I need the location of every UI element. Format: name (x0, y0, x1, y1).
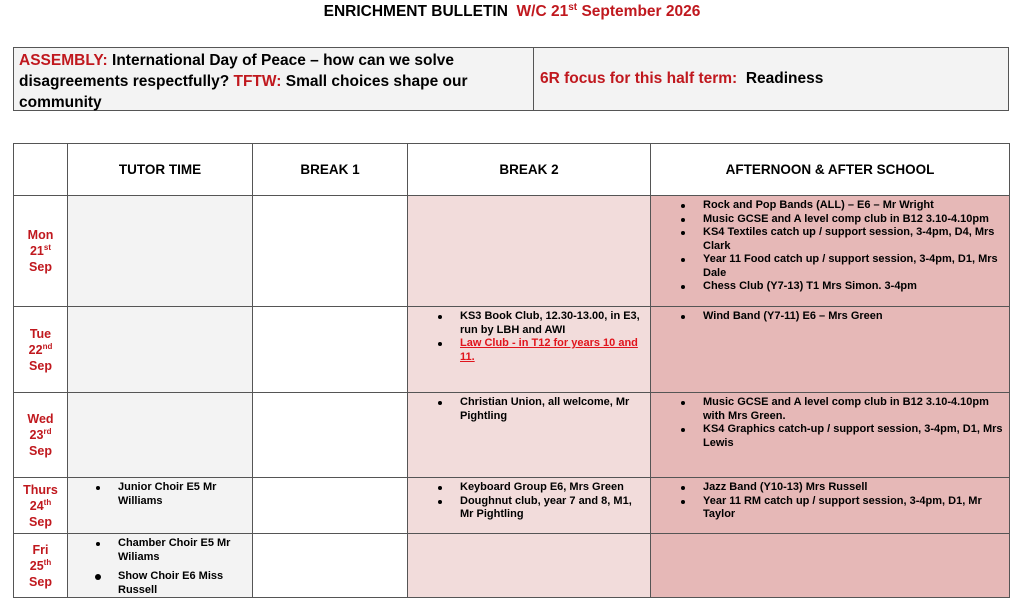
assembly-text: International Day of Peace – how can we solve disagreements respectfully? (19, 52, 455, 90)
day-suffix: th (43, 497, 52, 507)
list-item: Jazz Band (Y10-13) Mrs Russell (703, 481, 1005, 495)
break1-cell (253, 196, 408, 307)
row-wednesday (14, 393, 1010, 478)
day-label (14, 534, 68, 598)
break1-cell (253, 478, 408, 534)
tftw-text: Small choices shape our community (19, 73, 468, 111)
day-month: Sep (29, 358, 52, 373)
tutor-cell (68, 196, 253, 307)
title-week-date: W/C 21 (516, 3, 569, 20)
tutor-cell (68, 307, 253, 393)
focus-cell (534, 48, 1008, 110)
tftw-label: TFTW: (233, 73, 282, 90)
break2-cell (408, 196, 651, 307)
col-afternoon: AFTERNOON & AFTER SCHOOL (651, 144, 1010, 196)
day-label (14, 307, 68, 393)
assembly-cell (14, 48, 534, 110)
break2-cell (408, 307, 651, 393)
corner-cell (14, 144, 68, 196)
afternoon-cell (651, 478, 1010, 534)
list-item: Wind Band (Y7-11) E6 – Mrs Green (703, 310, 1005, 324)
tutor-cell (68, 393, 253, 478)
break1-cell (253, 534, 408, 598)
day-month: Sep (29, 514, 52, 529)
title-main: ENRICHMENT BULLETIN (323, 3, 508, 20)
list-item: Junior Choir E5 Mr Williams (118, 481, 248, 508)
day-number: 21 (29, 244, 44, 258)
list-item: Music GCSE and A level comp club in B12 3.10-4.10pm with Mrs Green. (703, 396, 1005, 423)
activity-list (651, 393, 1009, 450)
focus-label: 6R focus for this half term: (540, 70, 738, 87)
title-week-month: September 2026 (577, 3, 701, 20)
focus-value: Readiness (745, 70, 824, 87)
day-number: 24 (29, 498, 44, 513)
list-item: KS3 Book Club, 12.30-13.00, in E3, run by LBH and AWI (460, 310, 646, 337)
assembly-label: ASSEMBLY: (19, 52, 108, 69)
day-number: 25 (29, 558, 44, 573)
list-item: Christian Union, all welcome, Mr Pightling (460, 396, 646, 423)
tutor-cell (68, 478, 253, 534)
list-item: Keyboard Group E6, Mrs Green (460, 481, 646, 495)
list-item: Chess Club (Y7-13) T1 Mrs Simon. 3-4pm (703, 280, 1005, 294)
day-name: Mon (27, 228, 54, 242)
activity-list (408, 478, 650, 522)
afternoon-cell (651, 196, 1010, 307)
activity-list (651, 478, 1009, 522)
col-break-2: BREAK 2 (408, 144, 651, 196)
activity-list (68, 534, 252, 597)
break2-cell (408, 534, 651, 598)
day-label (14, 196, 68, 307)
bulletin-title (0, 2, 1024, 22)
col-tutor-time: TUTOR TIME (68, 144, 253, 196)
day-name: Fri (32, 542, 49, 557)
activity-list (408, 307, 650, 364)
list-item: Year 11 Food catch up / support session, 3-4pm, D1, Mrs Dale (703, 253, 1005, 280)
day-name: Wed (27, 412, 54, 426)
col-break-1: BREAK 1 (253, 144, 408, 196)
afternoon-cell (651, 307, 1010, 393)
day-suffix: th (43, 557, 52, 567)
break1-cell (253, 393, 408, 478)
day-month: Sep (29, 260, 52, 274)
break1-cell (253, 307, 408, 393)
day-name: Thurs (23, 482, 58, 497)
activity-list (408, 393, 650, 423)
break2-cell (408, 478, 651, 534)
list-item: KS4 Textiles catch up / support session, 3-4pm, D4, Mrs Clark (703, 226, 1005, 253)
row-thursday (14, 478, 1010, 534)
list-item: Show Choir E6 Miss Russell (118, 570, 248, 597)
day-number: 23 (29, 428, 44, 442)
law-club-link[interactable]: Law Club - in T12 for years 10 and 11. (460, 337, 646, 364)
activity-list (651, 196, 1009, 294)
list-item: Music GCSE and A level comp club in B12 3.10-4.10pm (703, 213, 1005, 227)
day-month: Sep (29, 444, 52, 458)
schedule-table (13, 143, 1010, 598)
day-label (14, 393, 68, 478)
title-week-suffix: st (568, 1, 578, 13)
day-suffix: rd (43, 426, 52, 436)
row-friday (14, 534, 1010, 598)
list-item: Rock and Pop Bands (ALL) – E6 – Mr Wright (703, 199, 1005, 213)
day-suffix: st (43, 242, 52, 252)
day-name: Tue (29, 326, 52, 341)
list-item: KS4 Graphics catch-up / support session, 3-4pm, D1, Mrs Lewis (703, 423, 1005, 450)
day-number: 22 (28, 342, 43, 357)
info-box (13, 47, 1009, 111)
activity-list (68, 478, 252, 508)
row-monday (14, 196, 1010, 307)
day-label (14, 478, 68, 534)
afternoon-cell (651, 534, 1010, 598)
row-tuesday (14, 307, 1010, 393)
tutor-cell (68, 534, 253, 598)
afternoon-cell (651, 393, 1010, 478)
list-item: Chamber Choir E5 Mr Wiliams (118, 537, 248, 564)
break2-cell (408, 393, 651, 478)
list-item: Doughnut club, year 7 and 8, M1, Mr Pightling (460, 495, 646, 522)
title-week (517, 3, 701, 20)
day-suffix: nd (42, 341, 53, 351)
day-month: Sep (29, 574, 52, 589)
list-item: Year 11 RM catch up / support session, 3-4pm, D1, Mr Taylor (703, 495, 1005, 522)
header-row (14, 144, 1010, 196)
activity-list (651, 307, 1009, 324)
